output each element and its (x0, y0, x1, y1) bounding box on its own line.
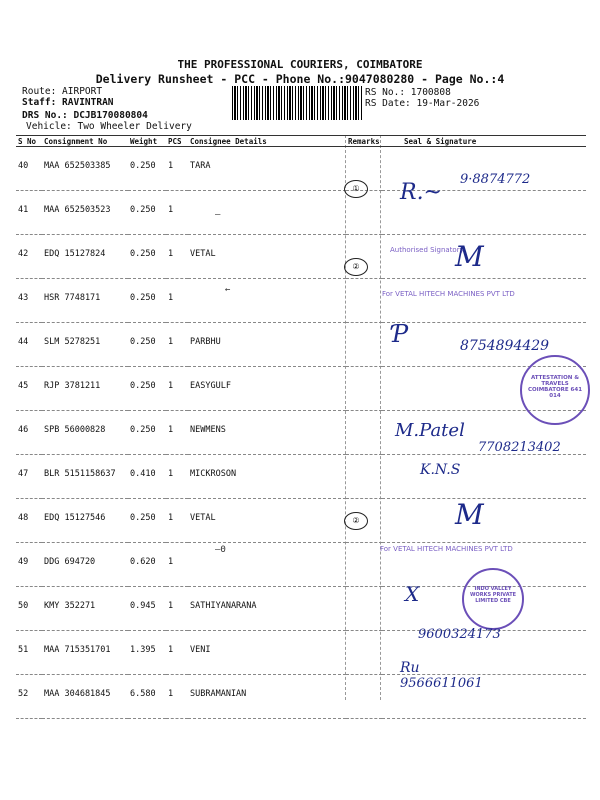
cell-remarks (346, 323, 382, 367)
col-sno: S No (16, 136, 42, 147)
table-header (16, 136, 586, 147)
vetal-stamp-text: For VETAL HITECH MACHINES PVT LTD (382, 290, 515, 298)
phone-handwritten-44: 8754894429 (460, 338, 550, 354)
cell-sno: 50 (16, 587, 42, 631)
cell-remarks (346, 411, 382, 455)
cell-pcs: 1 (166, 191, 188, 235)
table-row (16, 455, 586, 499)
cell-sno: 43 (16, 279, 42, 323)
col-weight: Weight (128, 136, 166, 147)
cell-sno: 52 (16, 675, 42, 719)
cell-pcs: 1 (166, 323, 188, 367)
cell-consignment: MAA 715351701 (42, 631, 128, 675)
col-pcs: PCS (166, 136, 188, 147)
cell-consignment: EDQ 15127546 (42, 499, 128, 543)
cell-weight: 0.250 (128, 499, 166, 543)
cell-consignee: TARA (188, 147, 346, 191)
cell-consignee: MICKROSON (188, 455, 346, 499)
signature-scribble: X (405, 582, 420, 606)
cell-consignment: MAA 652503385 (42, 147, 128, 191)
tick-mark: ― (215, 210, 221, 220)
cell-sno: 45 (16, 367, 42, 411)
runsheet-subtitle: Delivery Runsheet - PCC - Phone No.:9047080280 - Page No.:4 (95, 72, 505, 86)
cell-consignment: RJP 3781211 (42, 367, 128, 411)
cell-weight: 0.250 (128, 235, 166, 279)
cell-remarks (346, 367, 382, 411)
cell-remarks (346, 279, 382, 323)
cell-consignee (188, 191, 346, 235)
cell-weight: 0.250 (128, 279, 166, 323)
cell-weight: 0.250 (128, 411, 166, 455)
route: Route: AIRPORT (22, 86, 103, 97)
cell-remarks (346, 455, 382, 499)
cell-weight: 6.580 (128, 675, 166, 719)
cell-weight: 0.250 (128, 191, 166, 235)
tick-mark: ―Θ (215, 545, 226, 555)
cell-sno: 44 (16, 323, 42, 367)
vetal-signature: M (455, 240, 484, 273)
vetal-authorised-text: Authorised Signatory (390, 246, 464, 254)
cell-sno: 42 (16, 235, 42, 279)
cell-sno: 48 (16, 499, 42, 543)
cell-weight: 0.945 (128, 587, 166, 631)
indo-valley-stamp: INDO VALLEY WORKS PRIVATE LIMITED CBE (462, 568, 524, 630)
cell-remarks (346, 587, 382, 631)
cell-consignee: SUBRAMANIAN (188, 675, 346, 719)
cell-pcs: 1 (166, 587, 188, 631)
cell-weight: 0.250 (128, 367, 166, 411)
col-consignment: Consignment No (42, 136, 128, 147)
col-signature: Seal & Signature (382, 136, 586, 147)
cell-pcs: 1 (166, 279, 188, 323)
cell-signature (382, 499, 586, 543)
signature-scribble: Ƥ (392, 320, 409, 348)
cell-consignee (188, 279, 346, 323)
phone-handwritten-51: 9600324173 (418, 627, 501, 642)
table-row (16, 279, 586, 323)
cell-pcs: 1 (166, 367, 188, 411)
cell-weight: 0.250 (128, 323, 166, 367)
travels-stamp: ATTESTATION & TRAVELS COIMBATORE 641 014 (520, 355, 590, 425)
cell-signature (382, 455, 586, 499)
phone-handwritten-52: 9566611061 (400, 676, 483, 691)
cell-sno: 46 (16, 411, 42, 455)
cell-weight: 0.410 (128, 455, 166, 499)
cell-sno: 47 (16, 455, 42, 499)
cell-consignment: MAA 304681845 (42, 675, 128, 719)
cell-consignment: MAA 652503523 (42, 191, 128, 235)
cell-remarks (346, 675, 382, 719)
cell-consignment: DDG 694720 (42, 543, 128, 587)
cell-weight: 0.620 (128, 543, 166, 587)
cell-pcs: 1 (166, 631, 188, 675)
table-row (16, 235, 586, 279)
cell-consignee (188, 543, 346, 587)
cell-consignee: VETAL (188, 499, 346, 543)
cell-consignment: SLM 5278251 (42, 323, 128, 367)
cell-weight: 1.395 (128, 631, 166, 675)
vehicle: Vehicle: Two Wheeler Delivery (26, 121, 192, 132)
staff: Staff: RAVINTRAN (22, 97, 114, 108)
cell-consignment: KMY 352271 (42, 587, 128, 631)
remark-mark: ① (344, 180, 368, 198)
table-row (16, 191, 586, 235)
cell-signature (382, 279, 586, 323)
cell-signature (382, 235, 586, 279)
col-consignee: Consignee Details (188, 136, 346, 147)
cell-weight: 0.250 (128, 147, 166, 191)
table-row (16, 675, 586, 719)
remark-mark: ② (344, 258, 368, 276)
cell-pcs: 1 (166, 543, 188, 587)
drs-number: DRS No.: DCJB170080804 (22, 110, 148, 121)
cell-pcs: 1 (166, 411, 188, 455)
cell-consignee: EASYGULF (188, 367, 346, 411)
signature-scribble: R.~ (400, 180, 442, 205)
cell-remarks (346, 631, 382, 675)
signature-scribble: M.Patel (395, 420, 465, 441)
cell-sno: 49 (16, 543, 42, 587)
cell-consignee: VETAL (188, 235, 346, 279)
cell-consignee: PARBHU (188, 323, 346, 367)
signature-scribble: K.N.S (420, 462, 461, 478)
cell-consignee: VENI (188, 631, 346, 675)
cell-remarks (346, 543, 382, 587)
tick-mark: ← (225, 285, 231, 295)
cell-consignee: NEWMENS (188, 411, 346, 455)
cell-consignment: HSR 7748171 (42, 279, 128, 323)
cell-pcs: 1 (166, 499, 188, 543)
cell-consignment: SPB 56000828 (42, 411, 128, 455)
cell-consignment: BLR 5151158637 (42, 455, 128, 499)
phone-handwritten-41: 9·8874772 (460, 172, 531, 187)
barcode (232, 86, 362, 120)
phone-handwritten-46: 7708213402 (478, 440, 561, 455)
table-row (16, 367, 586, 411)
table-row (16, 499, 586, 543)
cell-pcs: 1 (166, 675, 188, 719)
cell-sno: 40 (16, 147, 42, 191)
cell-sno: 41 (16, 191, 42, 235)
cell-pcs: 1 (166, 235, 188, 279)
cell-pcs: 1 (166, 147, 188, 191)
rs-number: RS No.: 1700808 (365, 87, 451, 98)
vetal-stamp-text: For VETAL HITECH MACHINES PVT LTD (380, 545, 513, 553)
remark-mark: ② (344, 512, 368, 530)
col-remarks: Remarks (346, 136, 382, 147)
signature-scribble: Ru (400, 660, 420, 676)
rs-date: RS Date: 19-Mar-2026 (365, 98, 480, 109)
company-title: THE PROFESSIONAL COURIERS, COIMBATORE (177, 58, 423, 71)
cell-pcs: 1 (166, 455, 188, 499)
cell-consignee: SATHIYANARANA (188, 587, 346, 631)
cell-sno: 51 (16, 631, 42, 675)
cell-consignment: EDQ 15127824 (42, 235, 128, 279)
vetal-signature: M (455, 498, 484, 531)
